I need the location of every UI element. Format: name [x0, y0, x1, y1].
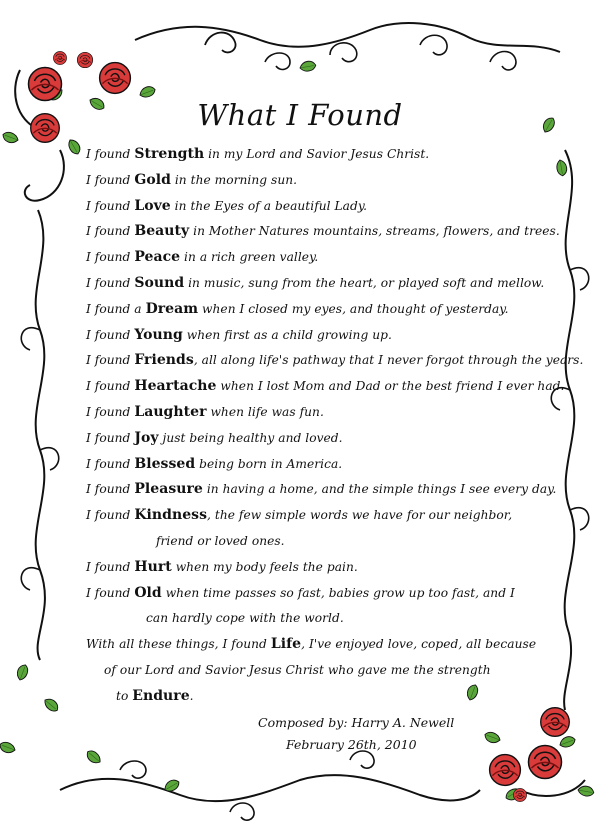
line-prefix: I found: [86, 327, 135, 342]
line-keyword: Blessed: [134, 455, 196, 472]
line-prefix: I found: [86, 456, 135, 471]
line-prefix: I found: [86, 224, 135, 239]
line-suffix: in a rich green valley.: [180, 250, 319, 265]
line-keyword: Heartache: [134, 378, 217, 395]
line-keyword: Old: [134, 584, 162, 601]
line-prefix: I found: [86, 250, 135, 265]
line-prefix: I found: [86, 172, 135, 187]
line-prefix: I found: [86, 405, 135, 419]
poem-line: [86, 301, 509, 317]
poem-title: What I Found: [197, 98, 403, 132]
line-keyword: Joy: [134, 429, 159, 446]
line-suffix: in the Eyes of a beautiful Lady.: [170, 198, 368, 213]
line-suffix: in Mother Natures mountains, streams, flowers, and trees.: [189, 224, 560, 239]
line-keyword: Pleasure: [134, 481, 203, 498]
line-keyword: Life: [270, 636, 302, 653]
line-prefix: I found: [86, 379, 135, 394]
poem-line: [104, 662, 491, 678]
line-suffix: when first as a child growing up.: [182, 327, 392, 342]
line-suffix: just being healthy and loved.: [158, 430, 343, 445]
line-keyword: Peace: [134, 249, 181, 266]
line-prefix: I found: [86, 482, 135, 497]
line-suffix: when I closed my eyes, and thought of yesterday.: [198, 301, 509, 316]
line-suffix: can hardly cope with the world.: [146, 611, 344, 626]
poem-line: [86, 456, 342, 472]
line-suffix: when my body feels the pain.: [171, 559, 358, 574]
line-prefix: to: [116, 688, 133, 703]
line-keyword: Strength: [134, 146, 205, 162]
line-suffix: of our Lord and Savior Jesus Christ who gave me the strength: [104, 663, 491, 677]
poem-line: [86, 430, 343, 446]
line-suffix: friend or loved ones.: [156, 534, 285, 548]
line-keyword: Beauty: [134, 223, 190, 240]
poem-line: [86, 481, 556, 497]
poem-line: [86, 327, 392, 343]
line-suffix: being born in America.: [195, 456, 343, 471]
line-suffix: when life was fun.: [206, 405, 324, 419]
line-suffix: in the morning sun.: [170, 172, 298, 187]
poem-line: [116, 688, 194, 704]
poem-line: [86, 378, 564, 394]
line-keyword: Laughter: [134, 404, 207, 420]
line-suffix: .: [189, 688, 194, 703]
poem-line: [86, 223, 560, 239]
line-keyword: Kindness: [134, 507, 208, 524]
composed-date: February 26th, 2010: [286, 737, 417, 752]
line-suffix: in my Lord and Savior Jesus Christ.: [204, 147, 430, 161]
line-keyword: Young: [134, 326, 183, 343]
poem-line: [86, 275, 544, 291]
line-suffix: in music, sung from the heart, or played soft and mellow.: [184, 276, 545, 290]
line-suffix: , I've enjoyed love, coped, all because: [301, 637, 537, 652]
line-prefix: I found: [86, 276, 135, 290]
line-prefix: I found: [86, 508, 135, 523]
poem-line: [86, 146, 429, 162]
poem-line: [86, 249, 318, 265]
line-prefix: I found: [86, 198, 135, 213]
line-prefix: I found: [86, 585, 135, 600]
line-keyword: Sound: [134, 275, 185, 291]
line-keyword: Hurt: [134, 558, 172, 575]
poem-line: [86, 404, 324, 420]
line-keyword: Friends: [134, 352, 194, 369]
line-prefix: I found: [86, 559, 135, 574]
poem-line: [86, 352, 583, 368]
line-suffix: in having a home, and the simple things I see every day.: [202, 482, 557, 497]
poem-line: [86, 198, 367, 214]
line-prefix: I found: [86, 430, 135, 445]
poem-line: [86, 636, 536, 652]
poem-line: [86, 507, 512, 523]
poem-line: [86, 559, 358, 575]
line-suffix: , all along life's pathway that I never forgot through the years.: [193, 353, 584, 368]
line-keyword: Gold: [134, 171, 171, 188]
composed-by: Composed by: Harry A. Newell: [258, 715, 455, 730]
line-prefix: I found: [86, 147, 135, 161]
line-suffix: when I lost Mom and Dad or the best friend I ever had.: [216, 379, 565, 394]
line-keyword: Dream: [145, 300, 199, 317]
line-suffix: when time passes so fast, babies grow up too fast, and I: [161, 585, 515, 600]
poem-line: [156, 533, 285, 549]
line-prefix: I found: [86, 353, 135, 368]
line-keyword: Love: [134, 197, 171, 214]
line-keyword: Endure: [132, 687, 190, 704]
poem-line: [146, 610, 344, 626]
line-prefix: With all these things, I found: [86, 637, 271, 652]
line-suffix: , the few simple words we have for our neighbor,: [207, 508, 513, 523]
poem-line: [86, 172, 297, 188]
line-prefix: I found a: [86, 301, 146, 316]
poem-line: [86, 585, 515, 601]
